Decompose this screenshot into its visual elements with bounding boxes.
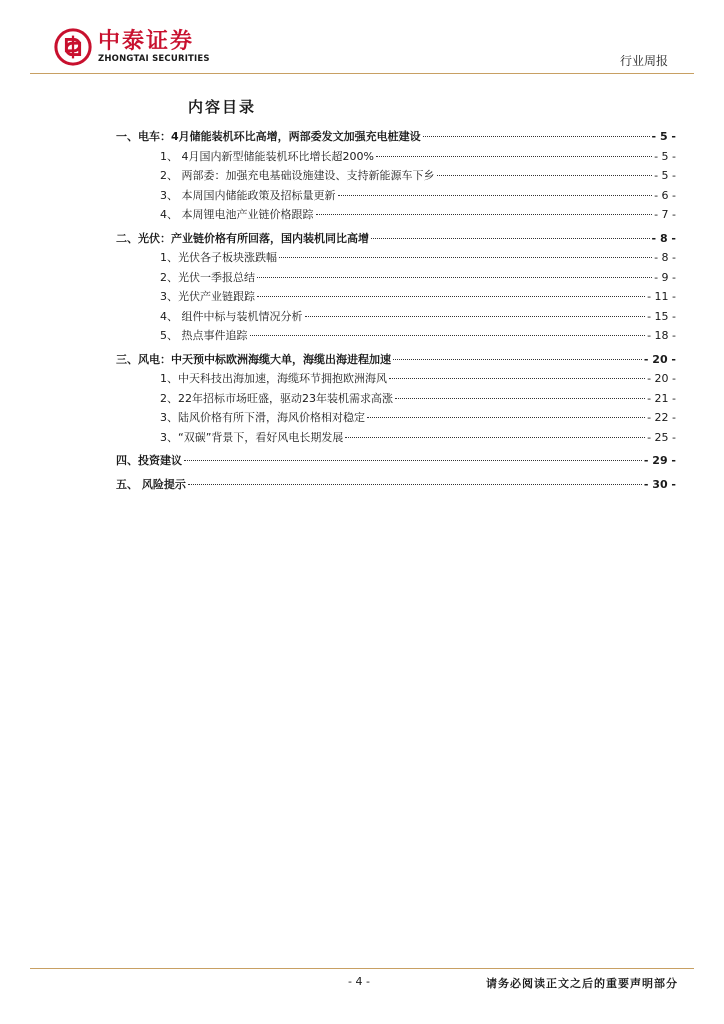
toc-entry-page: - 5 - xyxy=(654,169,676,182)
toc-entry-page: - 18 - xyxy=(647,329,676,342)
toc-dot-leader xyxy=(279,257,652,258)
toc-entry-page: - 5 - xyxy=(654,149,676,163)
toc-entry-page: - 6 - xyxy=(654,188,676,202)
toc-entry-page: - 11 - xyxy=(647,290,676,303)
toc-dot-leader xyxy=(393,359,642,360)
footer-divider xyxy=(30,968,694,969)
page-number: - 4 - xyxy=(348,975,370,988)
toc-entry-page: - 8 - xyxy=(654,251,676,264)
toc-entry-label: 2、光伏一季报总结 xyxy=(160,270,255,284)
toc-entry-label: 1、 4月国内新型储能装机环比增长超200% xyxy=(160,149,374,163)
toc-dot-leader xyxy=(437,175,653,176)
toc-entry-label: 1、光伏各子板块涨跌幅 xyxy=(160,251,277,264)
toc-entry-page: - 21 - xyxy=(647,391,676,405)
toc-entry-page: - 7 - xyxy=(654,208,676,221)
toc-section[interactable] xyxy=(116,351,676,371)
toc-dot-leader xyxy=(338,195,653,196)
toc-entry-label: 三、风电：中天预中标欧洲海缆大单，海缆出海进程加速 xyxy=(116,352,391,366)
toc-entry-page: - 9 - xyxy=(654,270,676,284)
toc-entry-page: - 29 - xyxy=(643,454,676,467)
toc-dot-leader xyxy=(250,335,646,336)
toc-subsection[interactable] xyxy=(116,409,676,429)
footer-disclaimer: 请务必阅读正文之后的重要声明部分 xyxy=(486,977,678,990)
toc-dot-leader xyxy=(345,437,645,438)
toc-dot-leader xyxy=(395,398,645,399)
toc-entry-page: - 22 - xyxy=(647,411,676,424)
logo-english-name: ZHONGTAI SECURITIES xyxy=(98,53,210,64)
toc-entry-label: 3、 本周国内储能政策及招标量更新 xyxy=(160,188,336,202)
table-of-contents xyxy=(116,128,676,495)
toc-subsection[interactable] xyxy=(116,187,676,207)
toc-section[interactable] xyxy=(116,230,676,250)
toc-entry-label: 3、光伏产业链跟踪 xyxy=(160,290,255,303)
toc-dot-leader xyxy=(257,277,652,278)
logo-chinese-name: 中泰证券 xyxy=(98,28,195,54)
toc-entry-label: 5、 热点事件追踪 xyxy=(160,329,248,342)
toc-entry-page: - 20 - xyxy=(647,372,676,385)
toc-section[interactable] xyxy=(116,452,676,472)
toc-subsection[interactable] xyxy=(116,148,676,168)
toc-entry-page: - 20 - xyxy=(643,352,676,366)
toc-entry-label: 五、 风险提示 xyxy=(116,477,186,491)
toc-dot-leader xyxy=(367,417,645,418)
toc-subsection[interactable] xyxy=(116,288,676,308)
toc-entry-page: - 5 - xyxy=(651,130,676,143)
toc-dot-leader xyxy=(316,214,653,215)
toc-dot-leader xyxy=(423,136,650,137)
toc-entry-label: 一、电车：4月储能装机环比高增，两部委发文加强充电桩建设 xyxy=(116,130,421,143)
company-logo xyxy=(54,28,210,66)
toc-entry-label: 1、中天科技出海加速，海缆环节拥抱欧洲海风 xyxy=(160,372,387,385)
toc-entry-label: 2、22年招标市场旺盛，驱动23年装机需求高涨 xyxy=(160,391,393,405)
toc-dot-leader xyxy=(188,484,642,485)
toc-subsection[interactable] xyxy=(116,249,676,269)
toc-entry-page: - 15 - xyxy=(647,309,676,323)
toc-subsection[interactable] xyxy=(116,167,676,187)
toc-dot-leader xyxy=(305,316,646,317)
toc-entry-label: 3、“双碳”背景下，看好风电长期发展 xyxy=(160,430,344,444)
toc-entry-page: - 8 - xyxy=(651,231,676,245)
report-type-label: 行业周报 xyxy=(619,54,668,68)
toc-dot-leader xyxy=(376,156,652,157)
toc-entry-label: 二、光伏：产业链价格有所回落，国内装机同比高增 xyxy=(116,231,369,245)
toc-subsection[interactable] xyxy=(116,370,676,390)
toc-entry-label: 四、投资建议 xyxy=(116,454,182,467)
toc-subsection[interactable] xyxy=(116,327,676,347)
toc-entry-label: 4、 组件中标与装机情况分析 xyxy=(160,309,303,323)
toc-entry-page: - 30 - xyxy=(643,477,676,491)
toc-entry-label: 2、 两部委：加强充电基础设施建设、支持新能源车下乡 xyxy=(160,169,435,182)
page-header xyxy=(0,0,724,80)
toc-subsection[interactable] xyxy=(116,206,676,226)
toc-entry-page: - 25 - xyxy=(647,430,676,444)
toc-dot-leader xyxy=(371,238,650,239)
toc-section[interactable] xyxy=(116,128,676,148)
toc-subsection[interactable] xyxy=(116,308,676,328)
toc-entry-label: 3、陆风价格有所下滑，海风价格相对稳定 xyxy=(160,411,365,424)
toc-dot-leader xyxy=(257,296,645,297)
toc-title: 内容目录 xyxy=(188,98,257,116)
toc-subsection[interactable] xyxy=(116,429,676,449)
toc-entry-label: 4、 本周锂电池产业链价格跟踪 xyxy=(160,208,314,221)
toc-dot-leader xyxy=(389,378,645,379)
toc-subsection[interactable] xyxy=(116,269,676,289)
header-divider xyxy=(30,73,694,74)
toc-subsection[interactable] xyxy=(116,390,676,410)
toc-section[interactable] xyxy=(116,476,676,496)
toc-dot-leader xyxy=(184,460,642,461)
zhongtai-logo-icon xyxy=(54,28,92,66)
